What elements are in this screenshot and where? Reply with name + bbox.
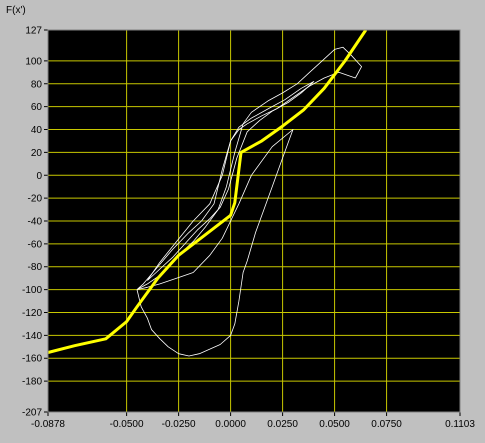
y-tick-label: 60 <box>30 102 42 114</box>
y-tick-label: 20 <box>30 147 42 159</box>
x-tick-label: -0.0250 <box>161 419 196 430</box>
y-tick-label: 100 <box>25 56 42 68</box>
y-tick-label: 127 <box>25 25 42 37</box>
x-tick-labels <box>31 412 475 430</box>
y-tick-labels <box>22 26 48 419</box>
y-tick-label: -140 <box>21 330 42 342</box>
y-tick-label: -180 <box>21 376 42 388</box>
y-tick-label: -40 <box>27 216 42 228</box>
y-tick-label: -207 <box>21 407 42 419</box>
x-tick-label: -0.0878 <box>31 419 65 430</box>
x-tick-label: 0.1103 <box>445 419 475 430</box>
y-tick-label: -160 <box>21 353 42 365</box>
y-tick-label: -120 <box>21 307 42 319</box>
x-tick-label: 0.0500 <box>319 419 350 430</box>
y-tick-label: 80 <box>30 79 42 91</box>
x-tick-label: -0.0500 <box>109 419 144 430</box>
x-tick-label: 0.0000 <box>215 419 246 430</box>
y-axis-label: F(x') <box>6 5 26 16</box>
y-tick-label: -100 <box>21 285 42 297</box>
y-tick-label: -60 <box>27 239 42 251</box>
y-tick-label: 40 <box>30 125 42 137</box>
y-tick-label: -20 <box>27 193 42 205</box>
x-tick-label: 0.0750 <box>371 419 402 430</box>
x-tick-label: 0.0250 <box>267 419 298 430</box>
y-tick-label: -80 <box>27 262 42 274</box>
y-tick-label: 0 <box>36 170 42 182</box>
